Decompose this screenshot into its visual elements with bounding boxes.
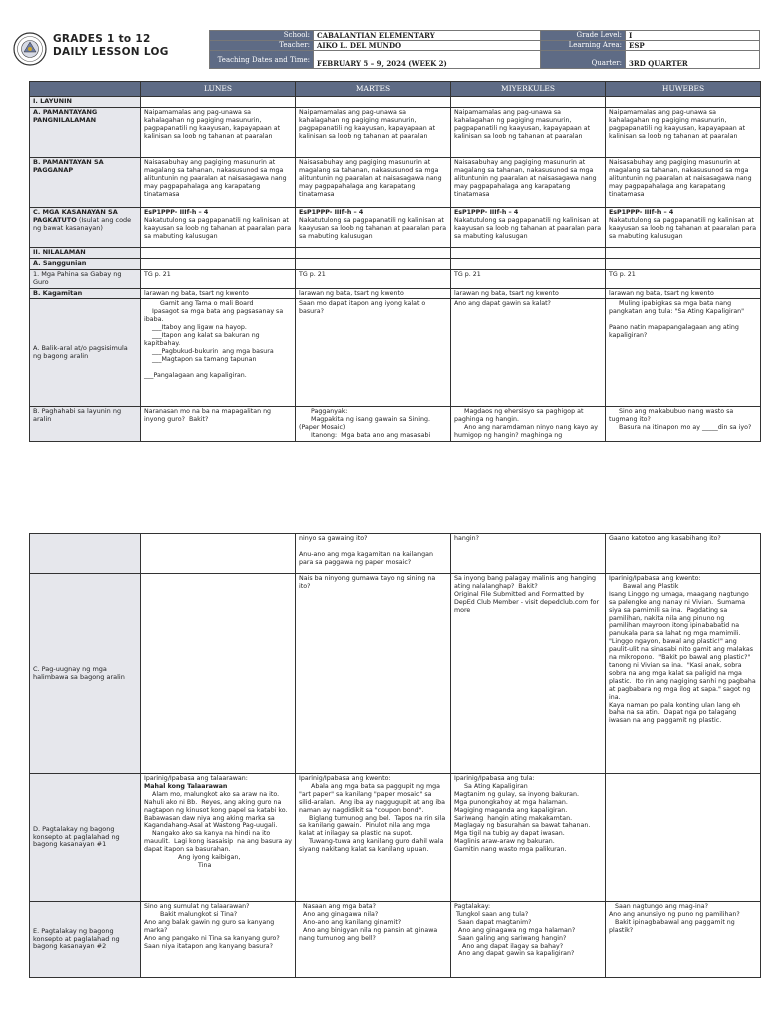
row-label-text: A. Sanggunian	[33, 258, 87, 267]
bold-title: Mahal kong Talaarawan	[144, 782, 228, 790]
row-label-text: B. PAMANTAYAN SA PAGGANAP	[33, 157, 104, 174]
row-label-text: B. Kagamitan	[33, 288, 83, 297]
competency-code: EsP1PPP- IIIf-h – 4	[299, 208, 364, 216]
lesson-row	[30, 407, 761, 442]
lesson-row	[30, 534, 761, 574]
lesson-row	[30, 247, 761, 258]
dates-value: FEBRUARY 5 – 9, 2024 (WEEK 2)	[314, 51, 541, 69]
lesson-row	[30, 774, 761, 902]
day-cell: Gaano katotoo ang kasabihang ito?	[606, 534, 761, 574]
area-value: ESP	[626, 41, 760, 51]
day-cell	[451, 247, 606, 258]
lesson-row	[30, 107, 761, 157]
row-label-text: A. PAMANTAYANG PANGNILALAMAN	[33, 107, 98, 124]
row-label	[30, 97, 141, 108]
school-value: CABALANTIAN ELEMENTARY	[314, 31, 541, 41]
day-cell: Naranasan mo na ba na mapagalitan ng inyong guro? Bakit?	[141, 407, 296, 442]
day-cell: Sino ang sumulat ng talaarawan? Bakit malungkot si Tina? Ano ang balak gawin ng guro sa kanyang marka? Ano ang pangako ni Tina sa kanyang guro? Saan niya itatapon ang kanyang basura?	[141, 902, 296, 978]
day-cell: larawan ng bata, tsart ng kwento	[141, 288, 296, 299]
day-cell: TG p. 21	[296, 269, 451, 288]
day-cell	[141, 247, 296, 258]
day-cell	[141, 97, 296, 108]
row-label	[30, 269, 141, 288]
day-header-cell: MIYERKULES	[451, 82, 606, 97]
school-label: School:	[210, 31, 314, 41]
day-cell: TG p. 21	[451, 269, 606, 288]
day-cell: Pagganyak: Magpakita ng isang gawain sa Sining. (Paper Mosaic) Itanong: Mga bata ano ang masasabi	[296, 407, 451, 442]
day-cell: Iparinig/Ipabasa ang tula: Sa Ating Kapaligiran Magtanim ng gulay, sa inyong bakuran. Mga punongkahoy at mga halaman. Magiging maganda ang kapaligiran. Sariwang hangin ating makakamtan. Maglagay ng basurahan sa bawat tahanan. Mga tigil na tubig ay dapat iwasan. Maglinis araw-araw ng bakuran. Gamitin nang wasto mga palikuran.	[451, 774, 606, 902]
header-info-table	[209, 30, 760, 69]
quarter-label: Quarter:	[541, 51, 626, 69]
lesson-row	[30, 288, 761, 299]
day-cell: EsP1PPP- IIIf-h – 4 Nakatutulong sa pagpapanatili ng kalinisan at kaayusan sa loob ng tahanan at paaralan para sa mabuting kalusugan	[606, 207, 761, 247]
document-title	[53, 33, 169, 59]
lesson-row	[30, 157, 761, 207]
day-cell	[141, 258, 296, 269]
row-label	[30, 157, 141, 207]
day-header-row	[30, 82, 761, 97]
day-cell	[296, 247, 451, 258]
day-cell	[141, 574, 296, 774]
row-label	[30, 407, 141, 442]
teacher-label: Teacher:	[210, 41, 314, 51]
day-cell: EsP1PPP- IIIf-h – 4 Nakatutulong sa pagpapanatili ng kalinisan at kaayusan sa loob ng tahanan at paaralan para sa mabuting kalusugan	[141, 207, 296, 247]
day-cell: Iparinig/Ipabasa ang kwento: Bawal ang Plastik Isang Linggo ng umaga, maagang nagtungo sa palengke ang nanay ni Vivian. Sumama siya sa pamimili sa ina. Pagdating sa pamilihan, nakita nila ang pinuno ng pamilihan mayroon itong ipinababatid na panukala para sa lahat ng mga mamimili. "Linggo ngayon, bawal ang plastic!" ang paulit-ulit na sinasabi nito gamit ang malakas na mikropono. "Bakit po bawal ang plastic?" tanong ni Vivian sa ina. "Kasi anak, sobra sobra na ang mga kalat sa paligid na mga plastic. Ito rin ang nagiging sanhi ng pagbaha at pagbabara ng mga ilog at sapa." sagot ng ina. Kaya naman po pala konting ulan lang eh baha na sa atin. Dapat nga po talagang iwasan na ang paggamit ng plastic.	[606, 574, 761, 774]
day-cell: Nais ba ninyong gumawa tayo ng sining na ito?	[296, 574, 451, 774]
quarter-value: 3RD QUARTER	[626, 51, 760, 69]
row-label-text: C. Pag-uugnay ng mga halimbawa sa bagong aralin	[33, 664, 125, 681]
lesson-row	[30, 574, 761, 774]
area-label: Learning Area:	[541, 41, 626, 51]
row-label-text: C. MGA KASANAYAN SA PAGKATUTO	[33, 207, 118, 224]
day-cell: Naipamamalas ang pag-unawa sa kahalagahan ng pagiging masunurin, pagpapanatili ng kaayusan, kapayapaan at kalinisan sa loob ng tahanan at paaralan	[141, 107, 296, 157]
row-label-text: D. Pagtalakay ng bagong konsepto at paglalahad ng bagong kasanayan #1	[33, 824, 120, 849]
day-cell	[451, 97, 606, 108]
competency-code: EsP1PPP- IIIf-h – 4	[144, 208, 209, 216]
day-header-cell: HUWEBES	[606, 82, 761, 97]
day-cell: Muling ipabigkas sa mga bata nang pangkatan ang tula: "Sa Ating Kapaligiran" Paano natin mapapangalagaan ang ating kapaligiran?	[606, 299, 761, 407]
row-label-text: 1. Mga Pahina sa Gabay ng Guro	[33, 269, 122, 286]
day-cell: Naipamamalas ang pag-unawa sa kahalagahan ng pagiging masunurin, pagpapanatili ng kaayusan, kapayapaan at kalinisan sa loob ng tahanan at paaralan	[606, 107, 761, 157]
row-label-text: II. NILALAMAN	[33, 247, 86, 256]
day-cell	[296, 97, 451, 108]
title-line-2: DAILY LESSON LOG	[53, 46, 169, 58]
day-cell	[141, 534, 296, 574]
day-cell: Magdaos ng ehersisyo sa paghigop at paghinga ng hangin. Ano ang naramdaman ninyo nang kayo ay humigop ng hangin? maghinga ng	[451, 407, 606, 442]
lesson-table-part-1	[29, 81, 761, 442]
title-line-1: GRADES 1 to 12	[53, 33, 151, 45]
day-header-cell: LUNES	[141, 82, 296, 97]
row-label-text: I. LAYUNIN	[33, 97, 72, 105]
day-cell: EsP1PPP- IIIf-h – 4 Nakatutulong sa pagpapanatili ng kalinisan at kaayusan sa loob ng tahanan at paaralan para sa mabuting kalusugan	[451, 207, 606, 247]
day-cell: Sino ang makabubuo nang wasto sa tugmang ito? Basura na itinapon mo ay _____din sa iyo?	[606, 407, 761, 442]
row-label-text: E. Pagtalakay ng bagong konsepto at paglalahad ng bagong kasanayan #2	[33, 926, 120, 951]
day-cell	[296, 258, 451, 269]
day-cell: Iparinig/Ipabasa ang kwento: Abala ang mga bata sa paggupit ng mga "art paper" sa kanilang "paper mosaic" sa silid-aralan. Ang iba ay naggugupit at ang iba naman ay nagdidikit sa "coupon bond". Biglang tumunog ang bel. Tapos na rin sila sa kanilang gawain. Pinulot nila ang mga kalat at inilagay sa plastic na supot. Tuwang-tuwa ang kanilang guro dahil wala siyang nakitang kalat sa kanilang upuan.	[296, 774, 451, 902]
day-cell: Naipamamalas ang pag-unawa sa kahalagahan ng pagiging masunurin, pagpapanatili ng kaayusan, kapayapaan at kalinisan sa loob ng tahanan at paaralan	[451, 107, 606, 157]
grade-label: Grade Level:	[541, 31, 626, 41]
row-label	[30, 258, 141, 269]
lesson-row	[30, 299, 761, 407]
row-label	[30, 247, 141, 258]
day-cell: Saan mo dapat itapon ang iyong kalat o basura?	[296, 299, 451, 407]
day-cell: Naisasabuhay ang pagiging masunurin at magalang sa tahanan, nakasusunod sa mga alituntunin ng paaralan at naisasagawa nang may pagpapahalaga ang karapatang tinatamasa	[296, 157, 451, 207]
day-cell: Naisasabuhay ang pagiging masunurin at magalang sa tahanan, nakasusunod sa mga alituntunin ng paaralan at naisasagawa nang may pagpapahalaga ang karapatang tinatamasa	[451, 157, 606, 207]
row-label	[30, 774, 141, 902]
day-cell: Naisasabuhay ang pagiging masunurin at magalang sa tahanan, nakasusunod sa mga alituntunin ng paaralan at naisasagawa nang may pagpapahalaga ang karapatang tinatamasa	[606, 157, 761, 207]
day-cell: Ano ang dapat gawin sa kalat?	[451, 299, 606, 407]
competency-code: EsP1PPP- IIIf-h – 4	[454, 208, 519, 216]
lesson-row	[30, 269, 761, 288]
day-cell: Pagtalakay: Tungkol saan ang tula? Saan dapat magtanim? Ano ang ginagawa ng mga halaman? Saan galing ang sariwang hangin? Ano ang dapat ilagay sa bahay? Ano ang dapat gawin sa kapaligiran?	[451, 902, 606, 978]
day-cell: larawan ng bata, tsart ng kwento	[606, 288, 761, 299]
day-cell	[451, 258, 606, 269]
row-label	[30, 299, 141, 407]
day-cell: TG p. 21	[606, 269, 761, 288]
row-label-text: A. Balik-aral at/o pagsisimula ng bagong aralin	[33, 344, 128, 360]
row-label-text: B. Paghahabi sa layunin ng aralin	[33, 407, 122, 424]
row-label	[30, 902, 141, 978]
lesson-row	[30, 97, 761, 108]
competency-code: EsP1PPP- IIIf-h – 4	[609, 208, 674, 216]
day-cell: Sa inyong bang palagay malinis ang hanging ating nalalanghap? Bakit? Original File Submitted and Formatted by DepEd Club Member - visit depedclub.com for more	[451, 574, 606, 774]
day-cell: Naisasabuhay ang pagiging masunurin at magalang sa tahanan, nakasusunod sa mga alituntunin ng paaralan at naisasagawa nang may pagpapahalaga ang karapatang tinatamasa	[141, 157, 296, 207]
day-header-blank	[30, 82, 141, 97]
row-label-note: (Isulat ang code ng bawat kasanayan)	[33, 215, 132, 232]
day-cell: larawan ng bata, tsart ng kwento	[451, 288, 606, 299]
day-header-cell: MARTES	[296, 82, 451, 97]
day-cell: Saan nagtungo ang mag-ina? Ano ang anunsiyo ng puno ng pamilihan? Bakit ipinagbabawal ang paggamit ng plastik?	[606, 902, 761, 978]
day-cell	[606, 247, 761, 258]
day-cell: Gamit ang Tama o mali Board Ipasagot sa mga bata ang pagsasanay sa ibaba. ___Itaboy ang ligaw na hayop. ___Itapon ang kalat sa bakuran ng kapitbahay. ___Pagbukud-bukurin ang mga basura ___Magtapon sa tamang tapunan ___Pangalagaan ang kapaligiran.	[141, 299, 296, 407]
lesson-row	[30, 207, 761, 247]
row-label	[30, 107, 141, 157]
row-label	[30, 288, 141, 299]
day-cell: larawan ng bata, tsart ng kwento	[296, 288, 451, 299]
lesson-row	[30, 902, 761, 978]
day-cell: Naipamamalas ang pag-unawa sa kahalagahan ng pagiging masunurin, pagpapanatili ng kaayusan, kapayapaan at kalinisan sa loob ng tahanan at paaralan	[296, 107, 451, 157]
dates-label: Teaching Dates and Time:	[210, 51, 314, 69]
grade-value: I	[626, 31, 760, 41]
day-cell: hangin?	[451, 534, 606, 574]
row-label	[30, 534, 141, 574]
day-cell	[606, 97, 761, 108]
day-cell: ninyo sa gawaing ito? Anu-ano ang mga kagamitan na kailangan para sa paggawa ng paper mosaic?	[296, 534, 451, 574]
day-cell: Iparinig/Ipabasa ang talaarawan: Mahal kong Talaarawan Alam mo, malungkot ako sa araw na ito. Nahuli ako ni Bb. Reyes, ang aking guro na nagtapon ng kinusot kong papel sa katabi ko. Babawasan daw niya ang aking marka sa Kagandahang-Asal at Wastong Pag-uugali. Nangako ako sa kanya na hindi na ito mauulit. Lagi kong isasaisip na ang basura ay dapat itapon sa basurahan. Ang iyong kaibigan, Tina	[141, 774, 296, 902]
row-label	[30, 574, 141, 774]
day-cell	[606, 258, 761, 269]
lesson-row	[30, 258, 761, 269]
day-cell: EsP1PPP- IIIf-h – 4 Nakatutulong sa pagpapanatili ng kalinisan at kaayusan sa loob ng tahanan at paaralan para sa mabuting kalusugan	[296, 207, 451, 247]
lesson-table-part-2	[29, 533, 761, 978]
row-label	[30, 207, 141, 247]
day-cell: Nasaan ang mga bata? Ano ang ginagawa nila? Ano-ano ang kanilang ginamit? Ano ang binigyan nila ng pansin at ginawa nang tumunog ang bell?	[296, 902, 451, 978]
day-cell: TG p. 21	[141, 269, 296, 288]
deped-seal-icon	[13, 32, 47, 66]
teacher-value: AIKO L. DEL MUNDO	[314, 41, 541, 51]
day-cell	[606, 774, 761, 902]
